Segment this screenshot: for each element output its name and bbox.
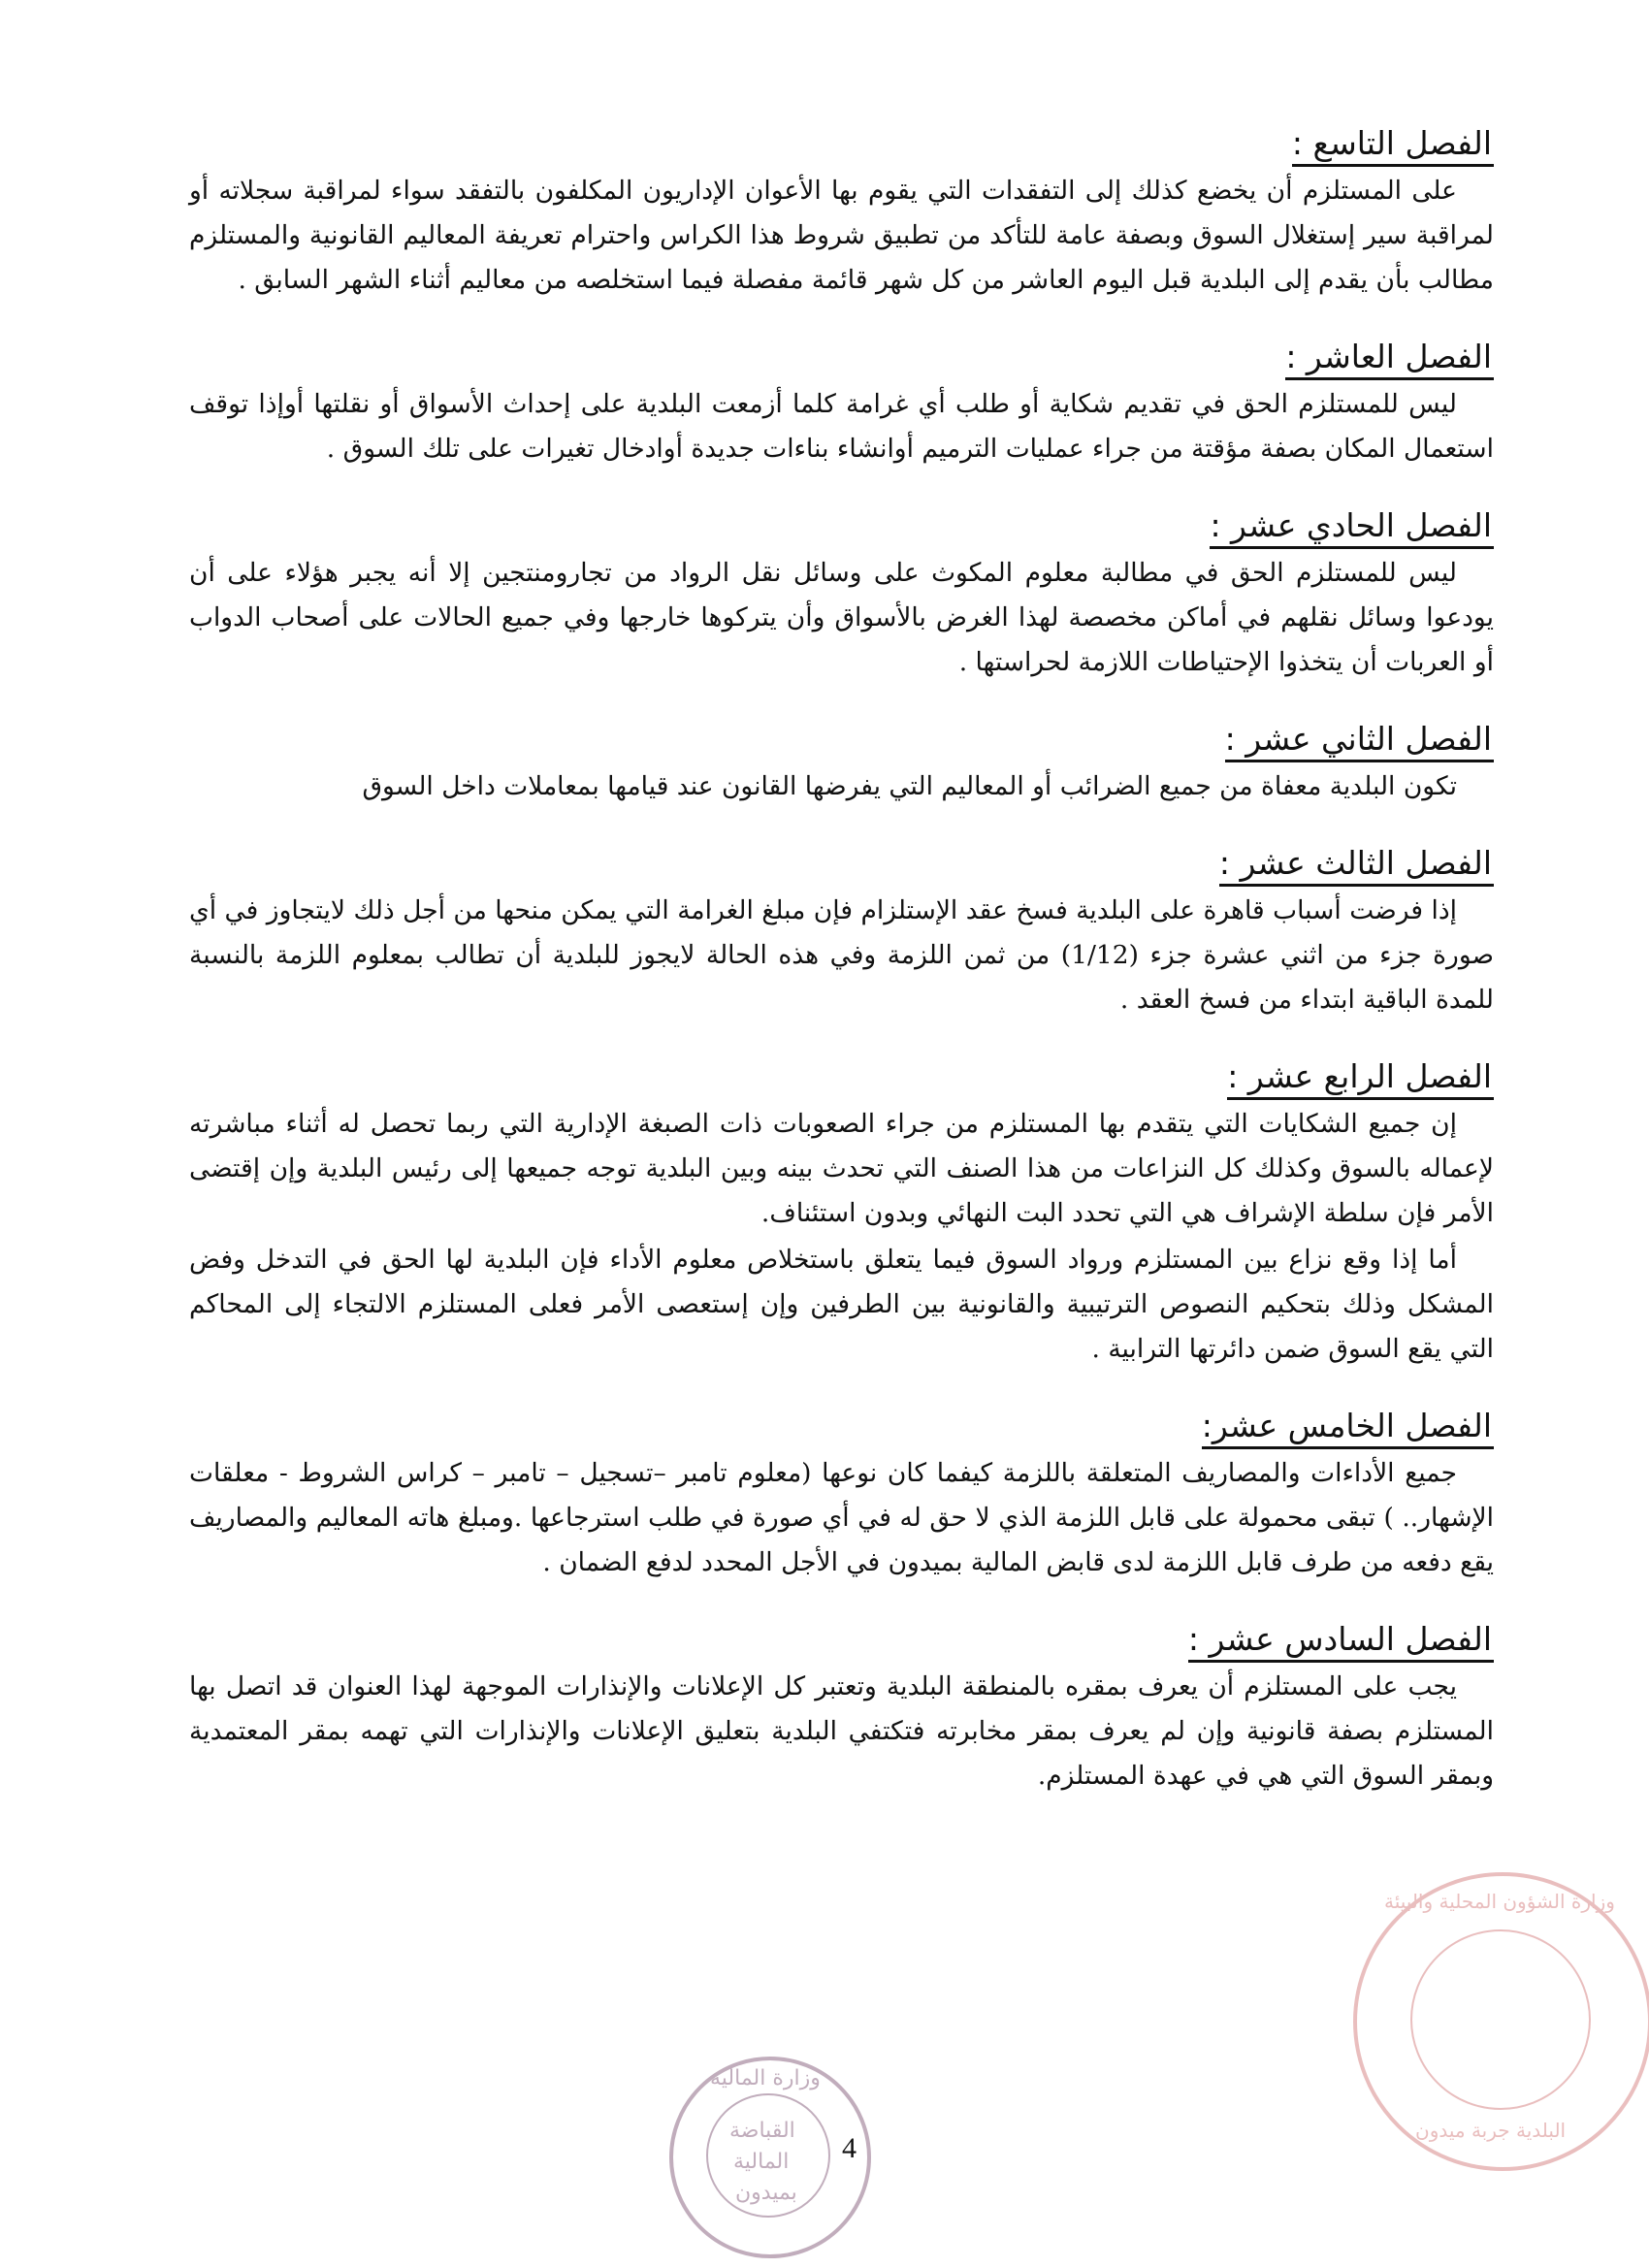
section-heading: الفصل الحادي عشر : bbox=[1210, 506, 1494, 549]
finance-stamp-center-text: القباضة bbox=[729, 2119, 795, 2143]
municipality-stamp-top-text: وزارة الشؤون المحلية والبيئة bbox=[1384, 1890, 1615, 1913]
section-paragraph: ليس للمستلزم الحق في مطالبة معلوم المكوث على وسائل نقل الرواد من تجارومنتجين إلا أنه يجبر هؤلاء على أن يودعوا وسائل نقلهم في أماكن مخصصة لهذا الغرض بالأسواق وأن يتركوها خارجها وفي جميع الحالات على أصحاب الدواب أو العربات أن يتخذوا الإحتياطات اللازمة لحراستها . bbox=[189, 558, 1494, 677]
section-heading: الفصل الرابع عشر : bbox=[1227, 1057, 1494, 1100]
page-number: 4 bbox=[842, 2132, 857, 2164]
section-paragraph: يجب على المستلزم أن يعرف بمقره بالمنطقة البلدية وتعتبر كل الإعلانات والإنذارات الموجهة لهذا العنوان قد اتصل بها المستلزم بصفة قانونية وإن لم يعرف بمقر مخابرته فتكتفي البلدية بتعليق الإعلانات والإنذارات التي تهمه بمقر المعتمدية وبمقر السوق التي هي في عهدة المستلزم. bbox=[189, 1671, 1494, 1791]
section-paragraph: تكون البلدية معفاة من جميع الضرائب أو المعاليم التي يفرضها القانون عند قيامها بمعاملات داخل السوق bbox=[362, 771, 1457, 801]
section-10 bbox=[189, 338, 1494, 471]
section-heading: الفصل التاسع : bbox=[1292, 124, 1494, 167]
section-13 bbox=[189, 844, 1494, 1022]
section-9 bbox=[189, 124, 1494, 303]
section-heading: الفصل العاشر : bbox=[1285, 338, 1494, 380]
section-heading: الفصل الثاني عشر : bbox=[1225, 720, 1494, 762]
section-paragraph: على المستلزم أن يخضع كذلك إلى التفقدات التي يقوم بها الأعوان الإداريون المكلفون بالتفقد سواء لمراقبة سجلاته أو لمراقبة سير إستغلال السوق وبصفة عامة للتأكد من تطبيق شروط هذا الكراس واحترام تعريفة المعاليم القانونية والمستلزم مطالب بأن يقدم إلى البلدية قبل اليوم العاشر من كل شهر قائمة مفصلة فيما استخلصه من معاليم أثناء الشهر السابق . bbox=[189, 176, 1494, 295]
municipality-stamp-inner-ring bbox=[1410, 1929, 1591, 2110]
municipality-stamp bbox=[1353, 1872, 1649, 2171]
section-heading: الفصل الخامس عشر: bbox=[1202, 1407, 1494, 1449]
section-15 bbox=[189, 1407, 1494, 1585]
section-paragraph: ليس للمستلزم الحق في تقديم شكاية أو طلب أي غرامة كلما أزمعت البلدية على إحداث الأسواق أو نقلتها أوإذا توقف استعمال المكان بصفة مؤقتة من جراء عمليات الترميم أوانشاء بناءات جديدة أوادخال تغيرات على تلك السوق . bbox=[189, 389, 1494, 464]
section-14 bbox=[189, 1057, 1494, 1372]
section-heading: الفصل الثالث عشر : bbox=[1219, 844, 1494, 887]
section-heading: الفصل السادس عشر : bbox=[1188, 1620, 1494, 1663]
finance-stamp bbox=[669, 2057, 871, 2258]
section-paragraph: إن جميع الشكايات التي يتقدم بها المستلزم من جراء الصعوبات ذات الصبغة الإدارية التي ربما تحصل له أثناء مباشرته لإعماله بالسوق وكذلك كل النزاعات من هذا الصنف التي تحدث بينه وبين البلدية توجه جميعها إلى رئيس البلدية وإن إقتضى الأمر فإن سلطة الإشراف هي التي تحدد البت النهائي وبدون استئناف. bbox=[189, 1109, 1494, 1228]
finance-stamp-center-text: بميدون bbox=[735, 2181, 797, 2205]
section-paragraph: أما إذا وقع نزاع بين المستلزم ورواد السوق فيما يتعلق باستخلاص معلوم الأداء فإن البلدية لها الحق في التدخل وفض المشكل وذلك بتحكيم النصوص الترتيبية والقانونية بين الطرفين وإن إستعصى الأمر فعلى المستلزم الالتجاء إلى المحاكم التي يقع السوق ضمن دائرتها الترابية . bbox=[189, 1245, 1494, 1364]
municipality-stamp-bottom-text: البلدية جربة ميدون bbox=[1415, 2119, 1567, 2142]
finance-stamp-center-text: المالية bbox=[733, 2150, 790, 2174]
section-12 bbox=[189, 720, 1494, 809]
section-11 bbox=[189, 506, 1494, 685]
section-paragraph: جميع الأداءات والمصاريف المتعلقة باللزمة كيفما كان نوعها (معلوم تامبر –تسجيل – تامبر – كراس الشروط - معلقات الإشهار.. ) تبقى محمولة على قابل اللزمة الذي لا حق له في أي صورة في طلب استرجاعها .ومبلغ هاته المعاليم والمصاريف يقع دفعه من طرف قابل اللزمة لدى قابض المالية بميدون في الأجل المحدد لدفع الضمان . bbox=[189, 1458, 1494, 1577]
section-16 bbox=[189, 1620, 1494, 1798]
finance-stamp-top-text: وزارة المالية bbox=[710, 2066, 821, 2090]
section-paragraph: إذا فرضت أسباب قاهرة على البلدية فسخ عقد الإستلزام فإن مبلغ الغرامة التي يمكن منحها من أجل ذلك لايتجاوز في أي صورة جزء من اثني عشرة جزء (1/12) من ثمن اللزمة وفي هذه الحالة لايجوز للبلدية أن تطالب بمعلوم اللزمة بالنسبة للمدة الباقية ابتداء من فسخ العقد . bbox=[189, 895, 1495, 1015]
document-body bbox=[189, 124, 1494, 1833]
